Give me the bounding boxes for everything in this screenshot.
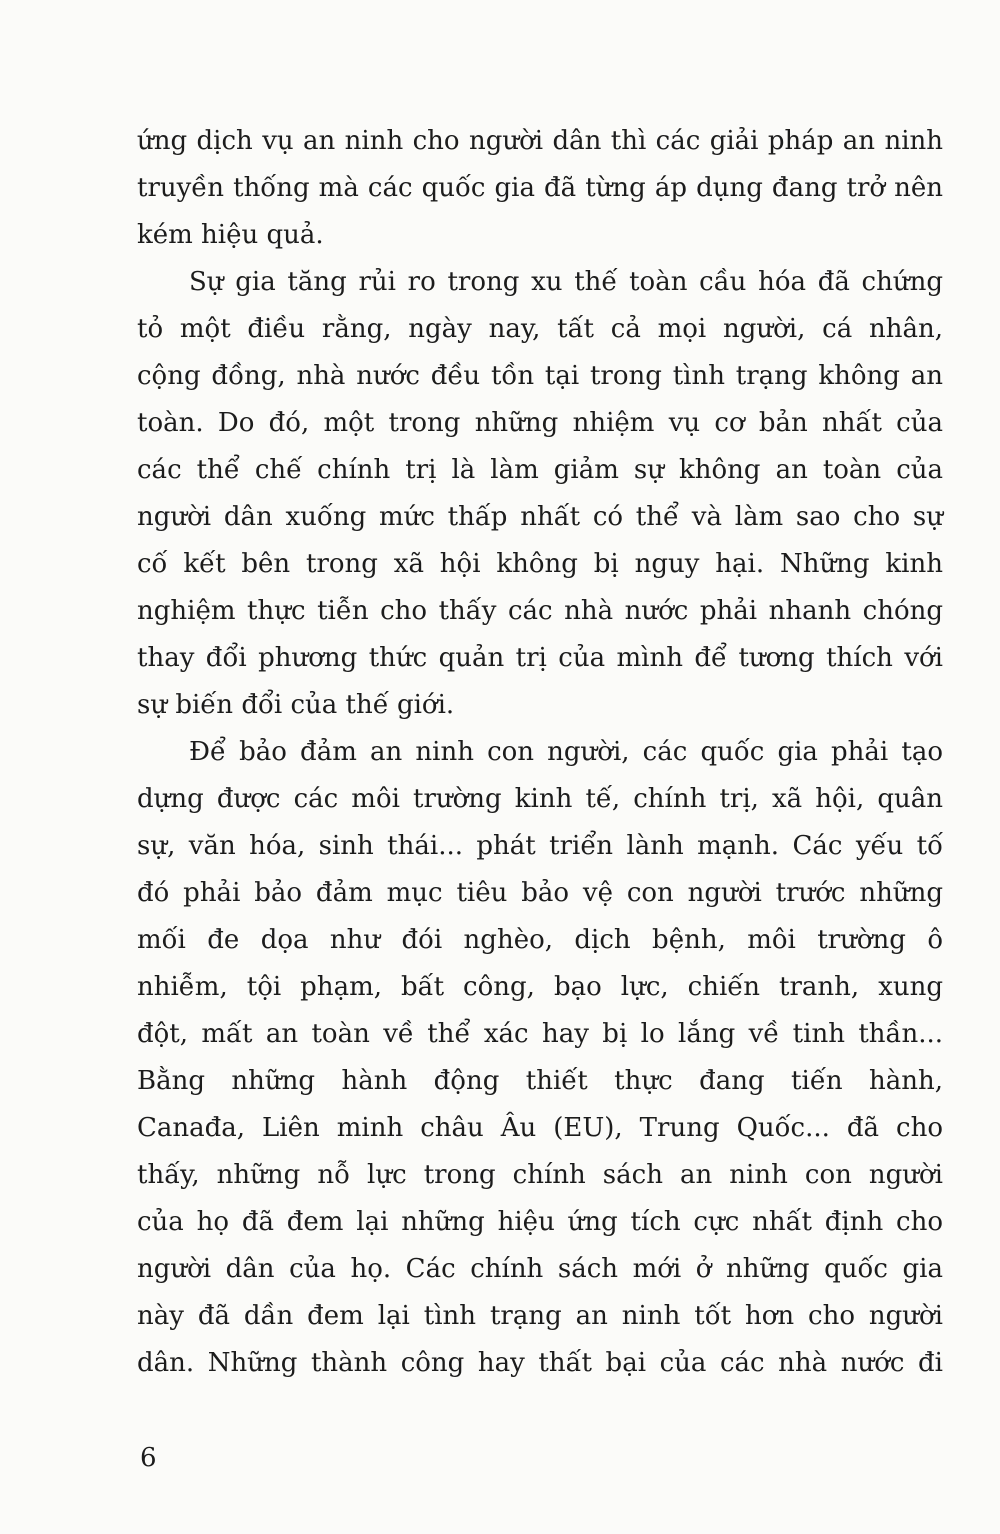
text-line: đột, mất an toàn về thể xác hay bị lo lắng về tinh thần... (137, 1019, 943, 1049)
text-line: dựng được các môi trường kinh tế, chính trị, xã hội, quân (137, 784, 943, 814)
text-line: người dân của họ. Các chính sách mới ở những quốc gia (137, 1254, 943, 1284)
text-line: toàn. Do đó, một trong những nhiệm vụ cơ bản nhất của (137, 408, 943, 438)
text-line: truyền thống mà các quốc gia đã từng áp dụng đang trở nên (137, 173, 943, 203)
text-line: sự biến đổi của thế giới. (137, 690, 455, 720)
text-line: này đã dần đem lại tình trạng an ninh tốt hơn cho người (137, 1301, 943, 1331)
body-text (137, 118, 943, 1387)
text-line: Sự gia tăng rủi ro trong xu thế toàn cầu hóa đã chứng (189, 267, 943, 297)
text-line: ứng dịch vụ an ninh cho người dân thì các giải pháp an ninh (137, 126, 943, 156)
text-line: các thể chế chính trị là làm giảm sự không an toàn của (137, 455, 943, 485)
text-line: kém hiệu quả. (137, 220, 324, 250)
text-line: cộng đồng, nhà nước đều tồn tại trong tình trạng không an (137, 361, 943, 391)
text-line: thay đổi phương thức quản trị của mình để tương thích với (137, 643, 943, 673)
text-line: Canađa, Liên minh châu Âu (EU), Trung Quốc... đã cho (137, 1113, 943, 1143)
text-line: dân. Những thành công hay thất bại của các nhà nước đi (137, 1348, 943, 1378)
page-number: 6 (140, 1443, 157, 1473)
text-line: nghiệm thực tiễn cho thấy các nhà nước phải nhanh chóng (137, 596, 943, 626)
text-line: sự, văn hóa, sinh thái... phát triển lành mạnh. Các yếu tố (137, 831, 943, 861)
text-line: nhiễm, tội phạm, bất công, bạo lực, chiến tranh, xung (137, 972, 943, 1002)
text-line: Để bảo đảm an ninh con người, các quốc gia phải tạo (189, 737, 943, 767)
text-line: Bằng những hành động thiết thực đang tiến hành, (137, 1066, 943, 1096)
text-line: người dân xuống mức thấp nhất có thể và làm sao cho sự (137, 502, 943, 532)
text-line: mối đe dọa như đói nghèo, dịch bệnh, môi trường ô (137, 925, 943, 955)
text-line: tỏ một điều rằng, ngày nay, tất cả mọi người, cá nhân, (137, 314, 943, 344)
text-line: của họ đã đem lại những hiệu ứng tích cực nhất định cho (137, 1207, 943, 1237)
text-line: đó phải bảo đảm mục tiêu bảo vệ con người trước những (137, 878, 943, 908)
text-line: cố kết bên trong xã hội không bị nguy hại. Những kinh (137, 549, 943, 579)
text-line: thấy, những nỗ lực trong chính sách an ninh con người (137, 1160, 943, 1190)
